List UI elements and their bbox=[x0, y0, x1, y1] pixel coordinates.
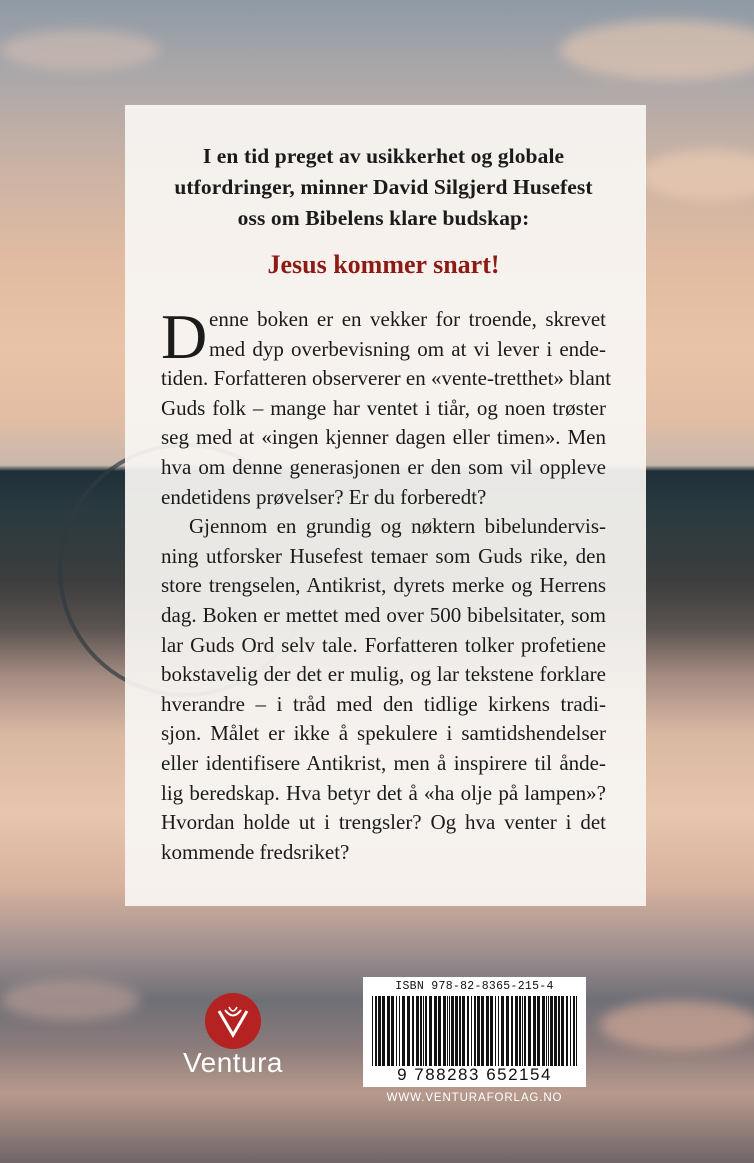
barcode-bar bbox=[506, 996, 509, 1066]
text-line: ning utforsker Husefest temaer som Guds rike, den bbox=[161, 543, 606, 568]
barcode-bar bbox=[402, 996, 405, 1066]
intro-text bbox=[161, 141, 606, 234]
barcode-bar bbox=[481, 996, 484, 1066]
barcode-bar bbox=[573, 996, 575, 1066]
barcode-bar bbox=[554, 996, 557, 1066]
ventura-logo-icon bbox=[205, 993, 261, 1049]
text-line: lar Guds Ord selv tale. Forfatteren tolker profetiene bbox=[161, 632, 606, 657]
tagline: Jesus kommer snart! bbox=[267, 250, 500, 279]
barcode-bar bbox=[396, 996, 397, 1066]
barcode-bar bbox=[399, 996, 400, 1066]
barcode-bars bbox=[372, 996, 577, 1066]
barcode-bar bbox=[501, 996, 504, 1066]
barcode-bar bbox=[576, 996, 577, 1066]
text-line: hverandre – i tråd med den tidlige kirkens tradi- bbox=[161, 691, 606, 716]
barcode-bar bbox=[550, 996, 553, 1066]
barcode-bar bbox=[537, 996, 540, 1066]
publisher-website: WWW.VENTURAFORLAG.NO bbox=[386, 1092, 563, 1104]
barcode-bar bbox=[449, 996, 450, 1066]
barcode-bar bbox=[429, 996, 432, 1066]
barcode-bar bbox=[416, 996, 419, 1066]
barcode-bar bbox=[447, 996, 448, 1066]
paragraph-2 bbox=[161, 512, 606, 867]
barcode-bar bbox=[443, 996, 446, 1066]
barcode-bar bbox=[420, 996, 422, 1066]
barcode-bar bbox=[434, 996, 437, 1066]
text-line: Hvordan holde ut i trengsler? Og hva venter i det bbox=[161, 810, 606, 835]
barcode-bar bbox=[412, 996, 414, 1066]
barcode-bar bbox=[462, 996, 465, 1066]
barcode-bar bbox=[528, 996, 531, 1066]
description-text bbox=[161, 301, 612, 867]
text-line: seg med at «ingen kjenner dagen eller timen». Men bbox=[161, 425, 606, 450]
barcode-bar bbox=[425, 996, 427, 1066]
barcode-bar bbox=[375, 996, 377, 1066]
isbn-label: ISBN 978-82-8365-215-4 bbox=[395, 980, 554, 993]
barcode-bar bbox=[467, 996, 469, 1066]
barcode-bar bbox=[387, 996, 390, 1066]
barcode-bar bbox=[451, 996, 454, 1066]
back-cover-text-panel bbox=[125, 105, 646, 906]
publisher-logo bbox=[168, 993, 298, 1093]
barcode-bar bbox=[558, 996, 560, 1066]
text-line: enne boken er en vekker for troende, skrevet bbox=[209, 307, 606, 331]
barcode-bar bbox=[407, 996, 410, 1066]
paragraph-1 bbox=[161, 301, 612, 512]
barcode-digits: 9 788283 652154 bbox=[397, 1065, 552, 1084]
text-line: endetidens prøvelser? Er du forberedt? bbox=[161, 484, 487, 509]
barcode-bar bbox=[524, 996, 526, 1066]
barcode-bar bbox=[477, 996, 480, 1066]
barcode-bar bbox=[515, 996, 518, 1066]
text-line: store trengselen, Antikrist, dyrets merke og Herrens bbox=[161, 573, 606, 598]
text-line: kommende fredsriket? bbox=[161, 839, 350, 864]
intro-line: utfordringer, minner David Silgjerd Husefest bbox=[174, 175, 593, 199]
barcode-bar bbox=[519, 996, 521, 1066]
barcode-bar bbox=[372, 996, 373, 1066]
barcode-bar bbox=[423, 996, 424, 1066]
text-line: sjon. Målet er ikke å spekulere i samtidshendelser bbox=[161, 721, 606, 746]
barcode-bar bbox=[570, 996, 571, 1066]
text-line: hva om denne generasjonen er den som vil oppleve bbox=[161, 454, 606, 479]
barcode-bar bbox=[490, 996, 493, 1066]
text-line: tiden. Forfatteren observerer en «vente-tretthet» blant bbox=[161, 366, 612, 391]
barcode-bar bbox=[495, 996, 496, 1066]
barcode-bar bbox=[459, 996, 461, 1066]
barcode-bar bbox=[471, 996, 472, 1066]
barcode-bar bbox=[546, 996, 547, 1066]
barcode-bar bbox=[382, 996, 385, 1066]
text-line: lig beredskap. Hva betyr det å «ha olje på lampen»? bbox=[161, 780, 606, 805]
intro-line: oss om Bibelens klare budskap: bbox=[237, 206, 530, 230]
intro-line: I en tid preget av usikkerhet og globale bbox=[202, 144, 565, 168]
text-line: med dyp overbevisning om at vi lever i ende- bbox=[209, 336, 606, 361]
text-line: eller identifisere Antikrist, men å inspirere til ånde- bbox=[161, 750, 606, 775]
barcode-bar bbox=[566, 996, 568, 1066]
text-line: Guds folk – mange har ventet i tiår, og noen trøster bbox=[161, 395, 606, 420]
barcode-bar bbox=[378, 996, 381, 1066]
barcode-bar bbox=[486, 996, 489, 1066]
barcode-bar bbox=[438, 996, 441, 1066]
text-line: Gjennom en grundig og nøktern bibelundervis- bbox=[189, 514, 606, 539]
barcode-bar bbox=[391, 996, 394, 1066]
barcode-bar bbox=[533, 996, 536, 1066]
barcode-bar bbox=[522, 996, 523, 1066]
text-line: bokstavelig der det er mulig, og lar tekstene forklare bbox=[161, 662, 606, 687]
barcode-bar bbox=[561, 996, 564, 1066]
barcode-bar bbox=[498, 996, 499, 1066]
barcode-bar bbox=[542, 996, 545, 1066]
drop-cap: D bbox=[161, 301, 208, 372]
barcode-bar bbox=[455, 996, 458, 1066]
barcode-bar bbox=[474, 996, 476, 1066]
text-line: dag. Boken er mettet med over 500 bibelsitater, som bbox=[161, 602, 606, 627]
publisher-name: Ventura bbox=[182, 1047, 284, 1078]
isbn-barcode bbox=[363, 977, 586, 1087]
barcode-bar bbox=[548, 996, 549, 1066]
barcode-bar bbox=[511, 996, 513, 1066]
